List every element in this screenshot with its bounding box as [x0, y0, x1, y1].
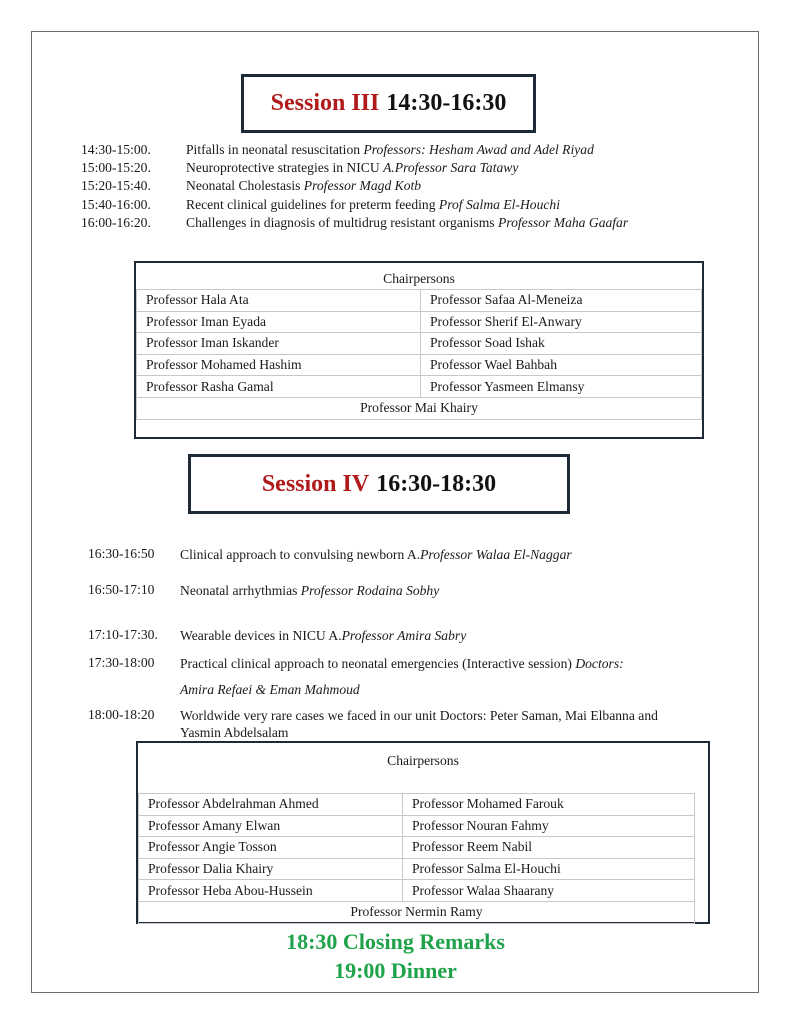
chairperson-name: Professor Abdelrahman Ahmed	[139, 794, 403, 816]
talk-speaker: Professors: Hesham Awad and Adel Riyad	[363, 142, 594, 157]
chairperson-name: Professor Rasha Gamal	[137, 376, 421, 398]
session-4-name: Session IV	[261, 470, 370, 497]
talk-time: 15:20-15:40.	[81, 178, 151, 194]
talk-speaker: Professor Magd Kotb	[303, 178, 422, 194]
session-3-time: 14:30-16:30	[386, 90, 507, 116]
talk-title: Pitfalls in neonatal resuscitation	[186, 142, 364, 157]
table-row	[139, 837, 695, 859]
talk-speaker: Amira Refaei & Eman Mahmoud	[180, 682, 360, 697]
talk-row	[81, 177, 628, 195]
talk-time: 16:00-16:20.	[81, 214, 151, 230]
talk-title: Worldwide very rare cases we faced in our unit Doctors: Peter Saman, Mai Elbanna and Yasmin Abdelsalam	[180, 708, 658, 740]
session-4-time: 16:30-18:30	[376, 470, 497, 497]
table-row	[137, 333, 702, 355]
chairperson-name: Professor Safaa Al-Meneiza	[421, 290, 702, 312]
talk-row	[88, 582, 700, 599]
talk-title: Clinical approach to convulsing newborn A.	[180, 547, 421, 562]
chairperson-name: Professor Yasmeen Elmansy	[421, 376, 702, 398]
talk-time: 14:30-15:00.	[81, 142, 151, 157]
chairpersons-title: Chairpersons	[383, 271, 455, 286]
talk-speaker: Doctors:	[575, 656, 624, 671]
talk-time: 15:40-16:00.	[81, 196, 151, 212]
table-row	[139, 901, 695, 923]
chairperson-name: Professor Reem Nabil	[403, 837, 695, 859]
talk-time: 16:50-17:10	[88, 582, 155, 597]
chairperson-name: Professor Wael Bahbah	[421, 354, 702, 376]
session-3-header	[241, 74, 536, 133]
talk-row-continuation	[88, 681, 700, 698]
chairperson-name: Professor Nouran Fahmy	[403, 815, 695, 837]
talk-title: Practical clinical approach to neonatal emergencies (Interactive session)	[180, 656, 576, 671]
chairpersons-table	[136, 289, 702, 420]
table-row	[137, 397, 702, 419]
talk-time: 16:30-16:50	[88, 546, 155, 561]
session-3-chairpersons	[134, 261, 704, 439]
table-row	[139, 858, 695, 880]
talk-row	[88, 655, 700, 672]
chairperson-name: Professor Mohamed Farouk	[403, 794, 695, 816]
talk-speaker: Professor Rodaina Sobhy	[300, 583, 440, 598]
talk-title: Challenges in diagnosis of multidrug resistant organisms	[186, 214, 498, 230]
talk-title: Neonatal arrhythmias	[180, 583, 301, 598]
talk-title: Wearable devices in NICU A.	[180, 628, 342, 643]
chairperson-name: Professor Iman Eyada	[137, 311, 421, 333]
chairperson-name: Professor Mohamed Hashim	[137, 354, 421, 376]
dinner: 19:00 Dinner	[334, 958, 457, 983]
talk-row	[88, 546, 700, 563]
talk-row	[81, 159, 628, 177]
chairperson-name: Professor Iman Iskander	[137, 333, 421, 355]
session-3-talk-list	[81, 141, 628, 232]
talk-speaker: Professor Walaa El-Naggar	[420, 547, 572, 562]
session-4-header	[188, 454, 570, 514]
chairperson-name: Professor Walaa Shaarany	[403, 880, 695, 902]
table-row	[139, 880, 695, 902]
table-row	[137, 354, 702, 376]
chairperson-name: Professor Heba Abou-Hussein	[139, 880, 403, 902]
talk-row	[81, 141, 628, 159]
talk-row	[81, 196, 628, 214]
table-row	[137, 376, 702, 398]
talk-time: 15:00-15:20.	[81, 160, 151, 176]
talk-time: 18:00-18:20	[88, 707, 155, 722]
talk-time: 17:30-18:00	[88, 655, 155, 670]
session-4-chairpersons	[136, 741, 710, 924]
talk-title: Neuroprotective strategies in NICU	[186, 160, 384, 176]
chairperson-name: Professor Nermin Ramy	[139, 901, 695, 923]
talk-time	[88, 681, 180, 698]
talk-speaker: Professor Amira Sabry	[341, 628, 467, 643]
chairperson-name: Professor Mai Khairy	[137, 397, 702, 419]
table-row	[137, 290, 702, 312]
talk-speaker: Prof Salma El-Houchi	[438, 196, 560, 212]
talk-title: Neonatal Cholestasis	[186, 178, 304, 194]
talk-row	[81, 214, 628, 232]
talk-time: 17:10-17:30.	[88, 627, 158, 642]
talk-row	[88, 627, 700, 644]
talk-row	[88, 707, 700, 741]
chairperson-name: Professor Angie Tosson	[139, 837, 403, 859]
chairperson-name: Professor Amany Elwan	[139, 815, 403, 837]
chairpersons-table	[138, 793, 695, 924]
closing-remarks: 18:30 Closing Remarks	[286, 929, 505, 954]
table-row	[139, 794, 695, 816]
table-row	[137, 311, 702, 333]
chairperson-name: Professor Hala Ata	[137, 290, 421, 312]
session-3-name: Session III	[270, 90, 380, 116]
chairperson-name: Professor Soad Ishak	[421, 333, 702, 355]
chairperson-name: Professor Salma El-Houchi	[403, 858, 695, 880]
table-row	[139, 815, 695, 837]
talk-title: Recent clinical guidelines for preterm feeding	[186, 196, 439, 212]
chairperson-name: Professor Dalia Khairy	[139, 858, 403, 880]
chairperson-name: Professor Sherif El-Anwary	[421, 311, 702, 333]
chairpersons-title: Chairpersons	[387, 753, 459, 768]
talk-speaker: Professor Maha Gaafar	[498, 214, 629, 230]
talk-speaker: A.Professor Sara Tatawy	[383, 160, 519, 176]
